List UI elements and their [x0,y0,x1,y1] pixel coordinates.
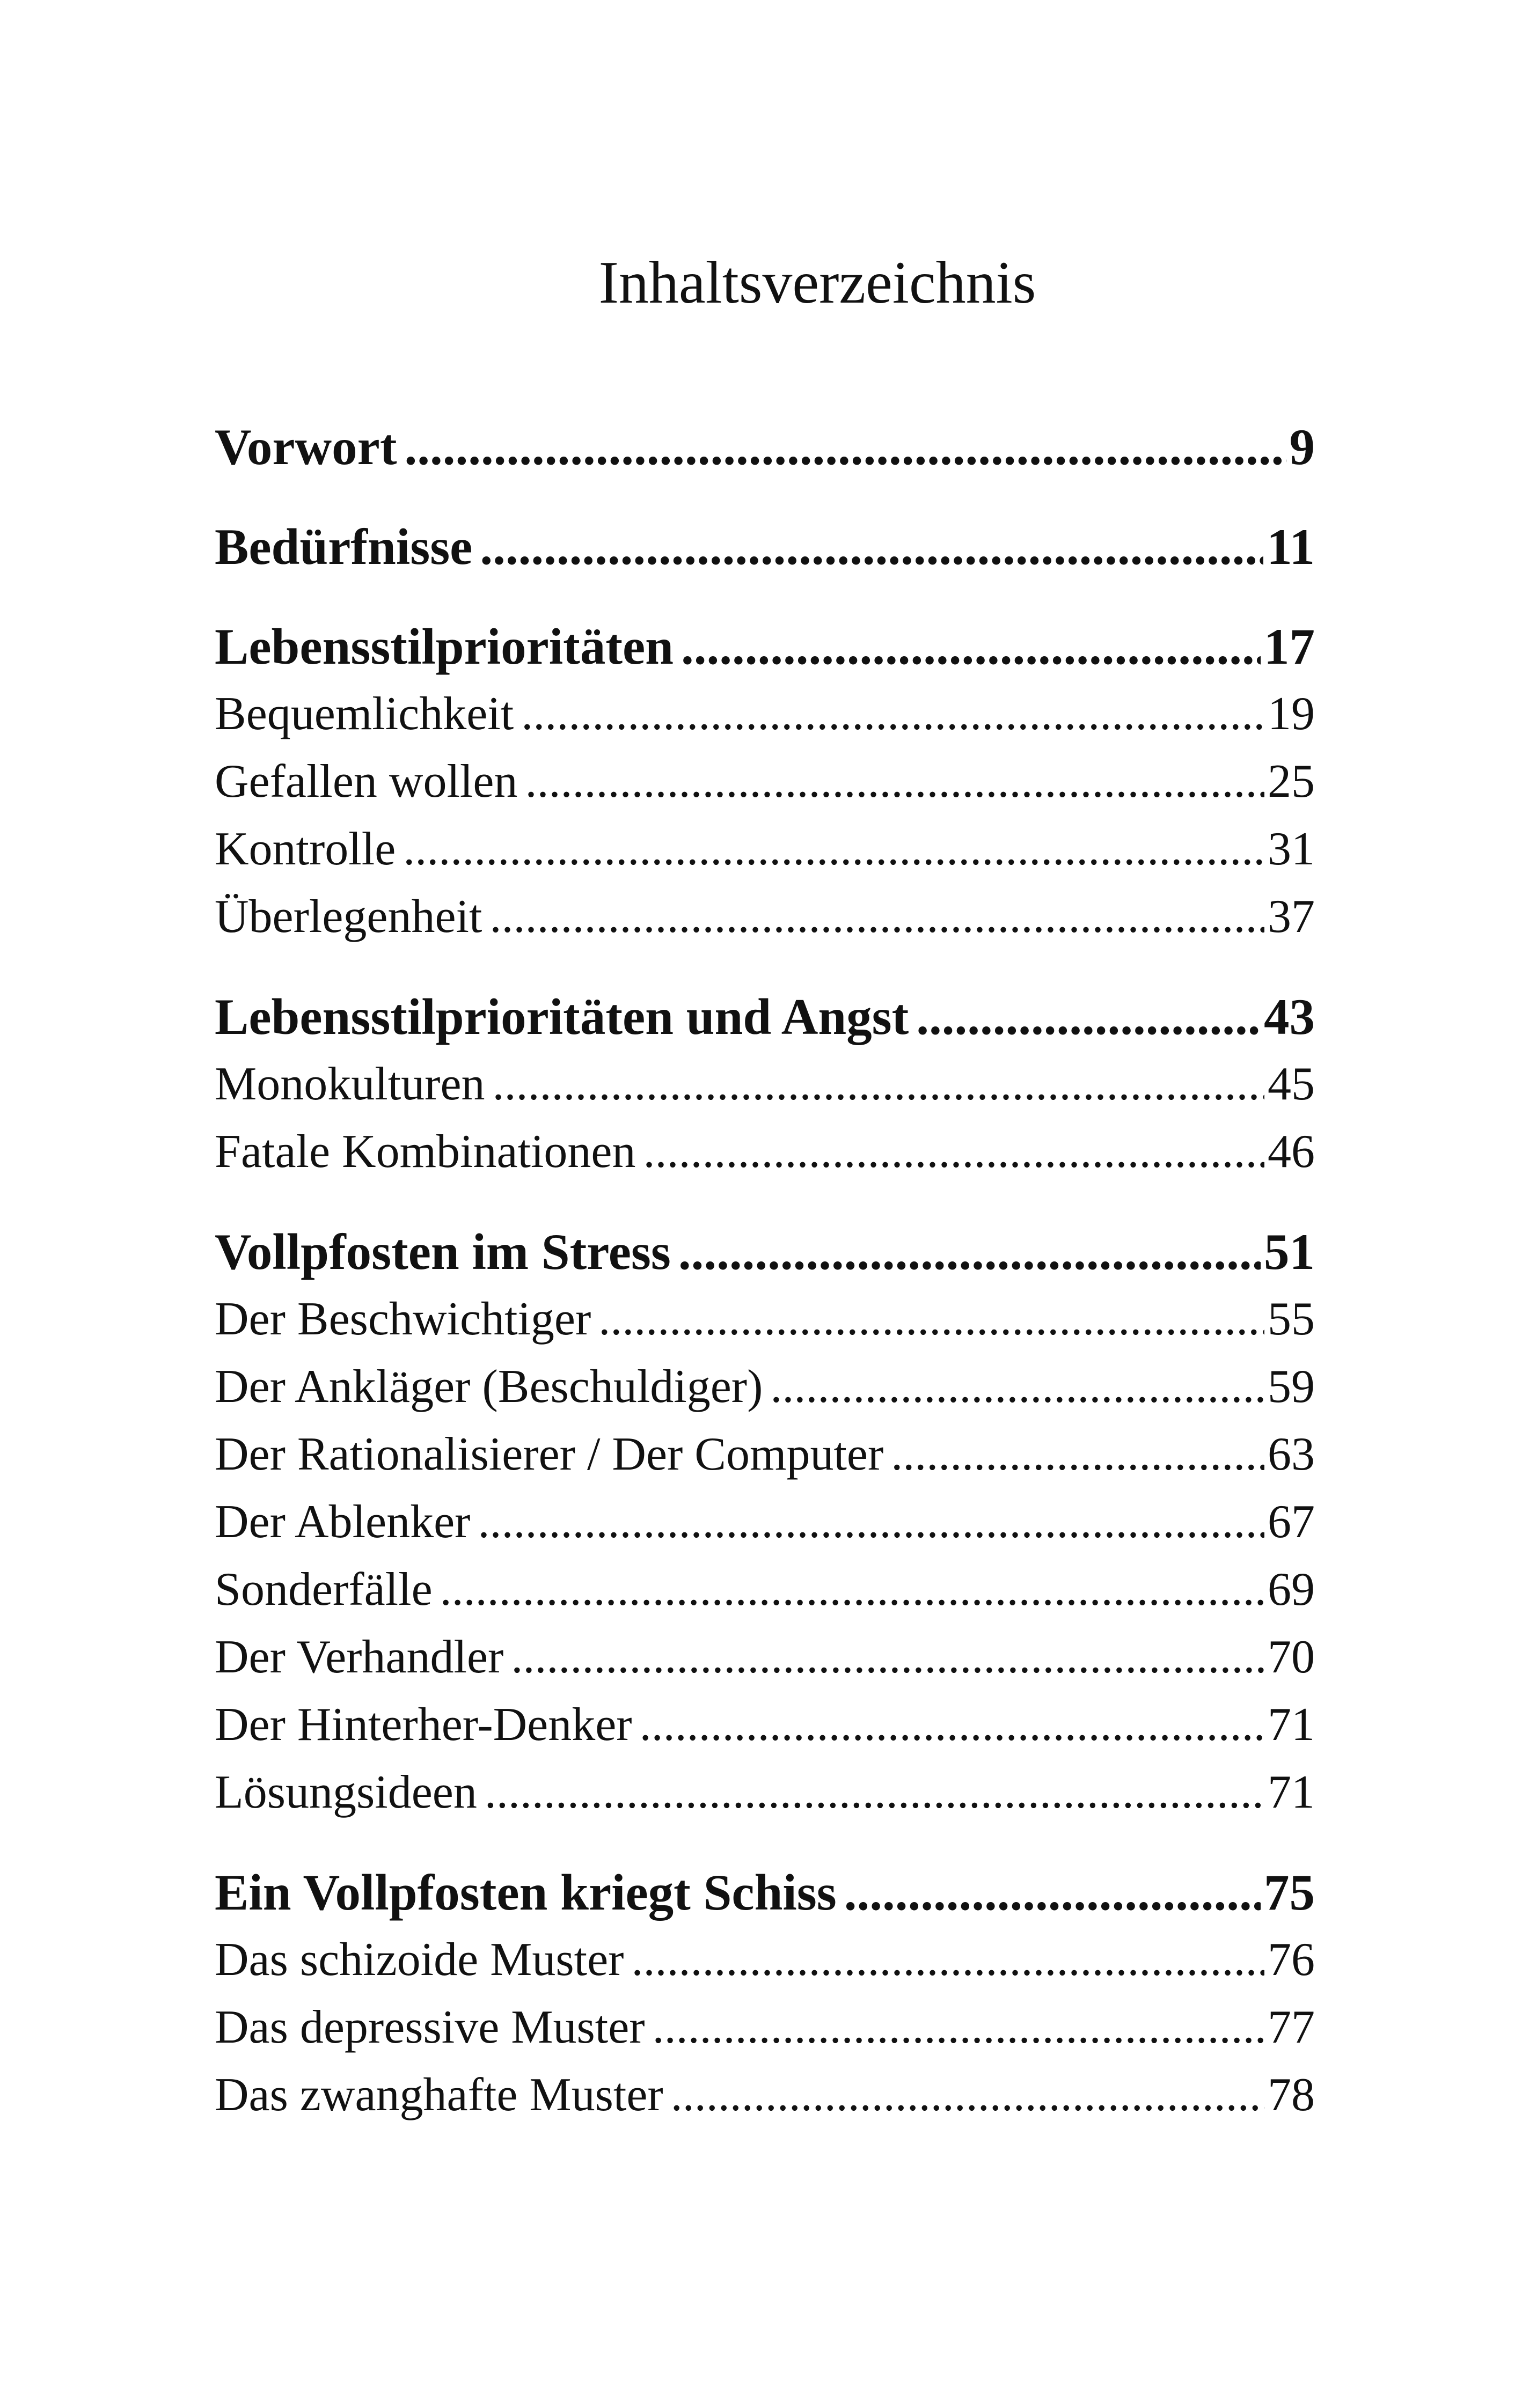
toc-dot-leader [891,1421,1264,1488]
toc-dot-leader [478,1488,1264,1556]
toc-section-entry [215,2061,1315,2129]
toc-page-number: 19 [1268,688,1315,740]
toc-page-number: 71 [1268,1699,1315,1751]
toc-page-number: 77 [1268,2001,1315,2053]
toc-entry-title: Das depressive Muster [215,2001,645,2053]
toc-entry-title: Das zwanghafte Muster [215,2069,663,2121]
toc-entry-title: Bequemlichkeit [215,688,514,740]
toc-entry-title: Der Hinterher-Denker [215,1699,632,1751]
toc-entry-title: Vollpfosten im Stress [215,1223,671,1280]
toc-page-number: 76 [1268,1934,1315,1986]
toc-section-entry [215,748,1315,816]
toc-page-number: 11 [1267,518,1315,575]
toc-section-entry [215,883,1315,951]
toc-dot-leader [678,1218,1261,1286]
toc-section-entry [215,816,1315,883]
toc-page-number: 43 [1264,988,1315,1045]
toc-section-entry [215,1353,1315,1421]
toc-entry-title: Das schizoide Muster [215,1934,624,1986]
toc-entry-title: Der Rationalisierer / Der Computer [215,1428,884,1480]
toc-dot-leader [916,983,1261,1051]
toc-entry-title: Der Beschwichtiger [215,1293,591,1345]
toc-chapter-entry [215,1218,1315,1286]
toc-dot-leader [485,1759,1264,1826]
toc-page-number: 45 [1268,1058,1315,1110]
toc-dot-leader [404,413,1286,481]
toc-page-number: 46 [1268,1126,1315,1178]
toc-section-entry [215,1926,1315,1994]
toc-chapter-entry [215,613,1315,680]
toc-page-number: 69 [1268,1563,1315,1616]
toc-page-number: 25 [1268,755,1315,807]
toc-section-entry [215,1118,1315,1186]
toc-dot-leader [671,2061,1264,2129]
toc-section-entry [215,1286,1315,1353]
toc-entry-title: Gefallen wollen [215,755,518,807]
toc-page-number: 9 [1289,419,1315,475]
toc-page-number: 78 [1268,2069,1315,2121]
toc-entry-title: Bedürfnisse [215,518,473,575]
toc-section-entry [215,1556,1315,1624]
toc-dot-leader [770,1353,1264,1421]
toc-section-entry [215,1421,1315,1488]
toc-dot-leader [844,1859,1261,1926]
toc-entry-title: Lebensstilprioritäten [215,618,674,675]
toc-chapter-entry [215,983,1315,1051]
toc-page-number: 17 [1264,618,1315,675]
toc-chapter-entry [215,413,1315,481]
toc-page-number: 70 [1268,1631,1315,1683]
toc-dot-leader [440,1556,1264,1624]
toc-chapter-entry [215,513,1315,581]
toc-entry-title: Der Ablenker [215,1496,471,1548]
toc-section-entry [215,1994,1315,2061]
toc-page-number: 71 [1268,1766,1315,1818]
toc-dot-leader [681,613,1261,680]
toc-section-entry [215,1691,1315,1759]
toc-dot-leader [489,883,1264,951]
toc-dot-leader [598,1286,1264,1353]
toc-section-entry [215,1624,1315,1691]
toc-entry-title: Ein Vollpfosten kriegt Schiss [215,1864,837,1921]
toc-page-number: 63 [1268,1428,1315,1480]
toc-page-number: 31 [1268,823,1315,875]
toc-dot-leader [521,680,1264,748]
toc-dot-leader [525,748,1264,816]
toc-entry-title: Lebensstilprioritäten und Angst [215,988,909,1045]
toc-dot-leader [493,1051,1264,1118]
toc-dot-leader [480,513,1263,581]
toc-entry-title: Monokulturen [215,1058,485,1110]
toc-entry-title: Vorwort [215,419,397,475]
toc-section-entry [215,1759,1315,1826]
toc-section-entry [215,1488,1315,1556]
toc-entry-title: Lösungsideen [215,1766,477,1818]
toc-dot-leader [403,816,1264,883]
toc-page-number: 67 [1268,1496,1315,1548]
toc-entry-title: Sonderfälle [215,1563,433,1616]
toc-page-number: 59 [1268,1361,1315,1413]
toc-dot-leader [631,1926,1264,1994]
toc-page-number: 75 [1264,1864,1315,1921]
toc-chapter-entry [215,1859,1315,1926]
toc-dot-leader [511,1624,1264,1691]
toc-page-number: 55 [1268,1293,1315,1345]
page-title: Inhaltsverzeichnis [598,249,1036,317]
toc-dot-leader [643,1118,1264,1186]
toc-section-entry [215,680,1315,748]
toc-entry-title: Fatale Kombinationen [215,1126,636,1178]
toc-page-number: 37 [1268,891,1315,943]
toc-dot-leader [653,1994,1264,2061]
toc-entry-title: Kontrolle [215,823,396,875]
toc-dot-leader [640,1691,1264,1759]
toc-entry-title: Der Verhandler [215,1631,504,1683]
toc-entry-title: Der Ankläger (Beschuldiger) [215,1361,763,1413]
table-of-contents [215,413,1315,2129]
toc-section-entry [215,1051,1315,1118]
toc-entry-title: Überlegenheit [215,891,482,943]
toc-page-number: 51 [1264,1223,1315,1280]
